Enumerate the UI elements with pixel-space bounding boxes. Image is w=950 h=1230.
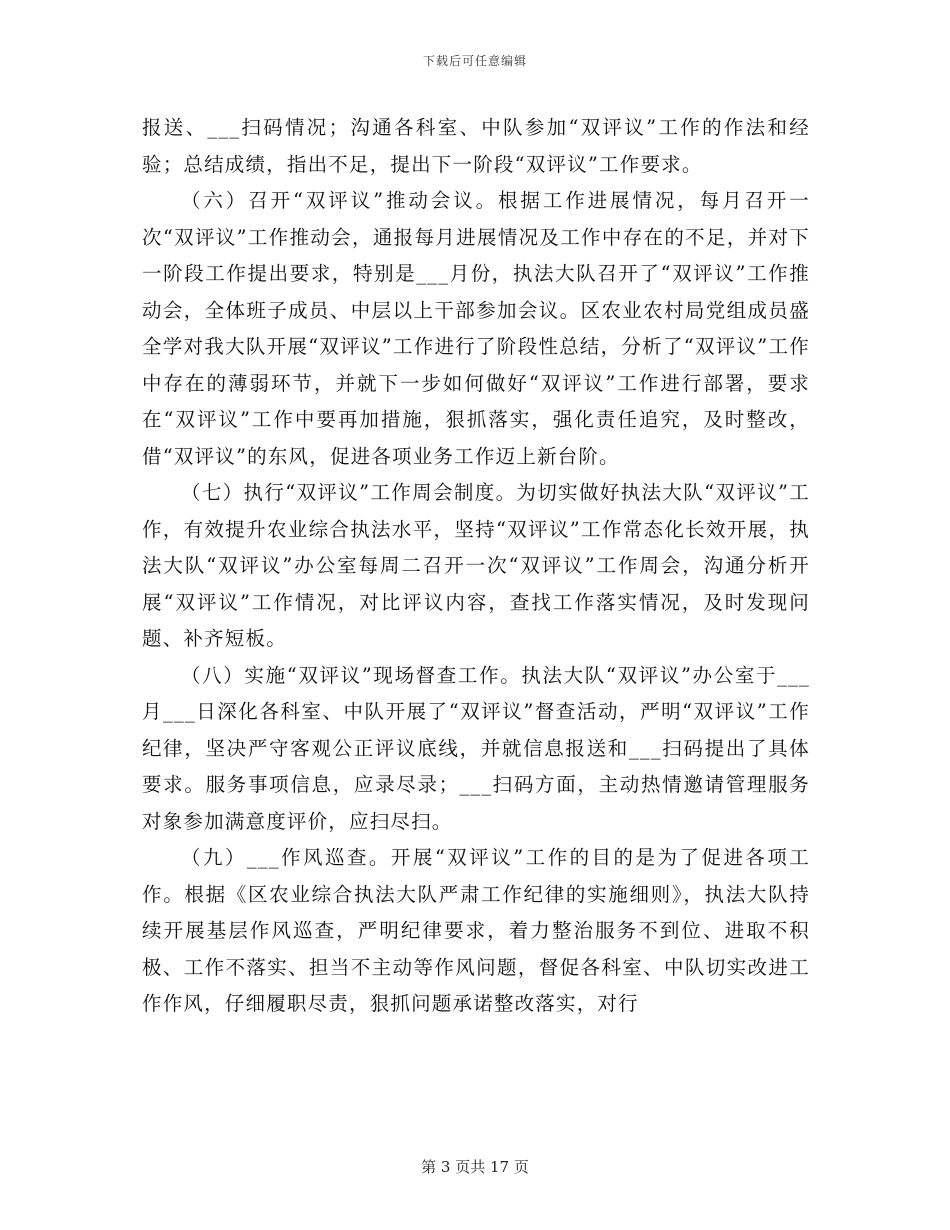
document-body — [142, 110, 810, 1023]
paragraph-section-6: （六）召开“双评议”推动会议。根据工作进展情况，每月召开一次“双评议”工作推动会，通报每月进展情况及工作中存在的不足，并对下一阶段工作提出要求，特别是___月份，执法大队召开了“双评议”工作推动会，全体班子成员、中层以上干部参加会议。区农业农村局党组成员盛全学对我大队开展“双评议”工作进行了阶段性总结，分析了“双评议”工作中存在的薄弱环节，并就下一步如何做好“双评议”工作进行部署，要求在“双评议”工作中要再加措施，狠抓落实，强化责任追究，及时整改，借“双评议”的东风，促进各项业务工作迈上新台阶。 — [142, 189, 810, 468]
paragraph-section-8: （八）实施“双评议”现场督查工作。执法大队“双评议”办公室于___月___日深化各科室、中队开展了“双评议”督查活动，严明“双评议”工作纪律，坚决严守客观公正评议底线，并就信息报送和___扫码提出了具体要求。服务事项信息，应录尽录；___扫码方面，主动热情邀请管理服务对象参加满意度评价，应扫尽扫。 — [142, 663, 810, 833]
paragraph-continuation: 报送、___扫码情况；沟通各科室、中队参加“双评议”工作的作法和经验；总结成绩，指出不足，提出下一阶段“双评议”工作要求。 — [142, 116, 810, 176]
page-header: 下载后可任意编辑 — [422, 54, 527, 68]
paragraph-section-7: （七）执行“双评议”工作周会制度。为切实做好执法大队“双评议”工作，有效提升农业综合执法水平，坚持“双评议”工作常态化长效开展，执法大队“双评议”办公室每周二召开一次“双评议”工作周会，沟通分析开展“双评议”工作情况，对比评议内容，查找工作落实情况，及时发现问题、补齐短板。 — [142, 481, 810, 650]
page-footer: 第 3 页共 17 页 — [421, 1158, 529, 1176]
paragraph-section-9: （九）___作风巡查。开展“双评议”工作的目的是为了促进各项工作。根据《区农业综合执法大队严肃工作纪律的实施细则》，执法大队持续开展基层作风巡查，严明纪律要求，着力整治服务不到位、进取不积极、工作不落实、担当不主动等作风问题，督促各科室、中队切实改进工作作风，仔细履职尽责，狠抓问题承诺整改落实，对行 — [142, 846, 810, 1015]
